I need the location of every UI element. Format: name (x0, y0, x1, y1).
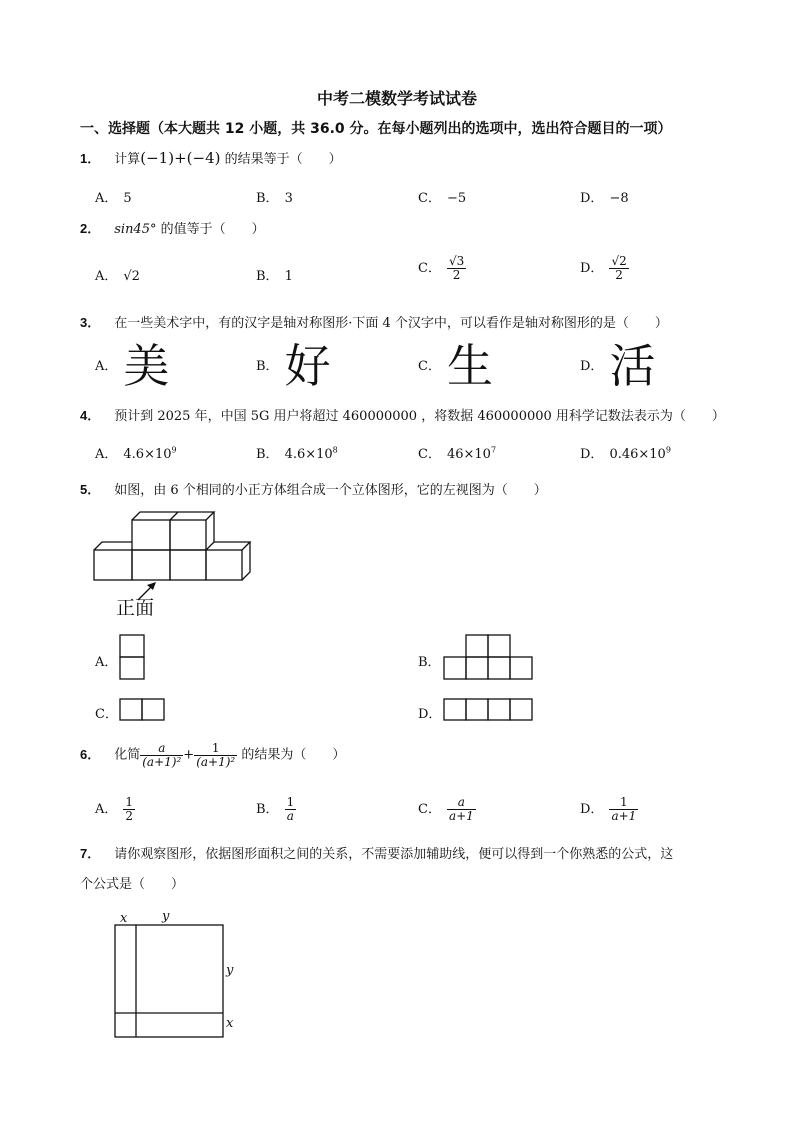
question-1 (80, 148, 342, 167)
fraction-denominator: (a+1)² (196, 754, 236, 769)
option-label: C． (418, 260, 441, 276)
label-right-x: x (226, 1016, 234, 1031)
question-number: 6． (80, 746, 101, 762)
fraction-denominator: 2 (125, 808, 134, 823)
option-b[interactable] (256, 265, 293, 284)
question-number: 1． (80, 151, 101, 166)
option-character: 好 (284, 339, 331, 393)
option-label: D． (580, 447, 604, 462)
option-d[interactable] (580, 255, 629, 281)
option-d-figure (442, 697, 536, 723)
question-number: 5． (80, 482, 101, 497)
exponent: 9 (171, 445, 177, 455)
label-top-x: x (120, 911, 128, 926)
question-number: 3． (80, 315, 101, 330)
option-label: D． (580, 801, 604, 817)
option-text: 3 (284, 191, 293, 206)
option-label: C． (418, 358, 441, 374)
question-text: 的值等于（ ） (156, 222, 265, 237)
question-7-continued: 个公式是（ ） (80, 877, 185, 892)
option-label: A． (95, 358, 118, 374)
option-character: 活 (609, 339, 656, 393)
fraction-numerator: √3 (448, 254, 465, 268)
option-b[interactable] (256, 339, 331, 393)
option-text: √2 (123, 269, 140, 284)
math-operator: + (174, 149, 187, 167)
question-5 (80, 479, 547, 498)
option-c[interactable] (418, 443, 496, 462)
option-label: C． (95, 707, 118, 722)
option-label: D． (580, 191, 604, 206)
fraction (447, 796, 476, 822)
option-b[interactable] (256, 796, 296, 822)
fraction-numerator: √2 (611, 254, 627, 268)
option-character: 生 (446, 339, 493, 393)
question-text: 请你观察图形，依据图形面积之间的关系，不需要添加辅助线，便可以得到一个你熟悉的公式，这 (114, 847, 674, 862)
option-c-figure (118, 697, 168, 723)
fraction (140, 742, 183, 768)
option-text: 4.6×10 (123, 447, 172, 462)
fraction (194, 742, 237, 768)
option-c[interactable] (418, 187, 466, 206)
question-text: 在一些美术字中，有的汉字是轴对称图形·下面 4 个汉字中，可以看作是轴对称图形的是（ ） (114, 316, 668, 331)
option-label: A． (95, 655, 118, 670)
question-text: 预计到 2025 年，中国 5G 用户将超过 460000000 ，将数据 460000000 用科学记数法表示为（ ） (114, 409, 725, 424)
question-text: 化简 (114, 747, 141, 763)
option-label: C． (418, 447, 441, 462)
fraction-numerator: a (447, 796, 476, 810)
option-d[interactable] (580, 443, 671, 462)
fraction-denominator: a+1 (448, 808, 474, 823)
fraction-numerator: 1 (194, 742, 237, 756)
question-text: 计算 (114, 152, 141, 167)
option-d[interactable] (580, 187, 629, 206)
math-expression: sin45° (114, 222, 157, 237)
option-label: C． (418, 801, 441, 817)
fraction-numerator: 1 (609, 796, 638, 810)
option-label: C． (418, 191, 441, 206)
section-heading: 一、选择题（本大题共 12 小题，共 36.0 分。在每小题列出的选项中，选出符合题目的一项） (80, 121, 672, 137)
option-label: B． (256, 191, 279, 206)
fraction-denominator: 2 (615, 267, 623, 282)
option-text: −5 (446, 191, 467, 206)
question-6 (80, 742, 345, 768)
option-label: D． (418, 707, 442, 722)
math-expression: (−4) (186, 149, 221, 167)
option-a[interactable] (95, 339, 170, 393)
question-number: 2． (80, 221, 101, 236)
exponent: 7 (490, 445, 497, 455)
option-label: A． (95, 269, 118, 284)
cube-figure (90, 508, 270, 618)
math-operator: + (183, 747, 195, 763)
fraction-denominator: (a+1)² (142, 754, 182, 769)
option-c[interactable] (418, 796, 476, 822)
page-title: 中考二模数学考试试卷 (316, 89, 477, 108)
option-label: B． (256, 269, 279, 284)
option-text: 5 (123, 191, 132, 206)
option-character: 美 (123, 339, 170, 393)
option-c[interactable] (418, 255, 466, 281)
question-number: 4． (80, 408, 101, 423)
option-label: B． (256, 358, 279, 374)
option-label: B． (256, 801, 279, 817)
option-a[interactable] (95, 443, 177, 462)
option-a[interactable] (95, 796, 135, 822)
fraction (609, 796, 638, 822)
option-d[interactable] (580, 796, 638, 822)
square-figure (110, 905, 250, 1045)
exponent: 9 (665, 445, 671, 455)
question-3 (80, 312, 668, 331)
option-label: B． (256, 447, 279, 462)
option-text: 0.46×10 (609, 447, 666, 462)
option-c[interactable] (418, 339, 493, 393)
question-text: 的结果为（ ） (241, 747, 346, 763)
option-label: A． (95, 447, 118, 462)
option-text: 46×10 (446, 447, 491, 462)
exponent: 8 (332, 445, 338, 455)
fraction-denominator: 2 (452, 267, 461, 282)
fraction (285, 796, 297, 822)
fraction-numerator: 1 (286, 795, 295, 809)
option-text: 1 (284, 269, 293, 284)
option-label: D． (580, 358, 604, 374)
fraction-numerator: a (140, 742, 183, 756)
label-right-y: y (226, 963, 234, 978)
question-text: 如图，由 6 个相同的小正方体组合成一个立体图形，它的左视图为（ ） (114, 483, 547, 498)
front-label: 正面 (116, 597, 155, 619)
option-b[interactable] (256, 443, 338, 462)
option-label: B． (418, 655, 441, 670)
option-label: A． (95, 191, 118, 206)
option-text: 4.6×10 (284, 447, 333, 462)
fraction (123, 796, 135, 822)
question-4 (80, 405, 725, 424)
question-number: 7． (80, 846, 101, 861)
option-b[interactable] (256, 187, 293, 206)
option-b-figure (442, 633, 536, 681)
fraction (447, 255, 466, 281)
question-7 (80, 843, 673, 862)
label-top-y: y (162, 909, 170, 924)
option-d[interactable] (580, 339, 656, 393)
option-text: −8 (609, 191, 629, 206)
math-expression: (−1) (140, 149, 175, 167)
option-a[interactable] (95, 187, 132, 206)
fraction-denominator: a (286, 808, 294, 823)
fraction-numerator: 1 (125, 795, 134, 809)
question-2 (80, 218, 265, 237)
fraction (609, 255, 628, 281)
fraction-denominator: a+1 (611, 808, 637, 823)
option-label: A． (95, 801, 118, 817)
option-label: D． (580, 260, 604, 276)
option-a[interactable] (95, 265, 140, 284)
question-text: 的结果等于（ ） (224, 152, 342, 167)
option-a-figure (118, 633, 148, 681)
